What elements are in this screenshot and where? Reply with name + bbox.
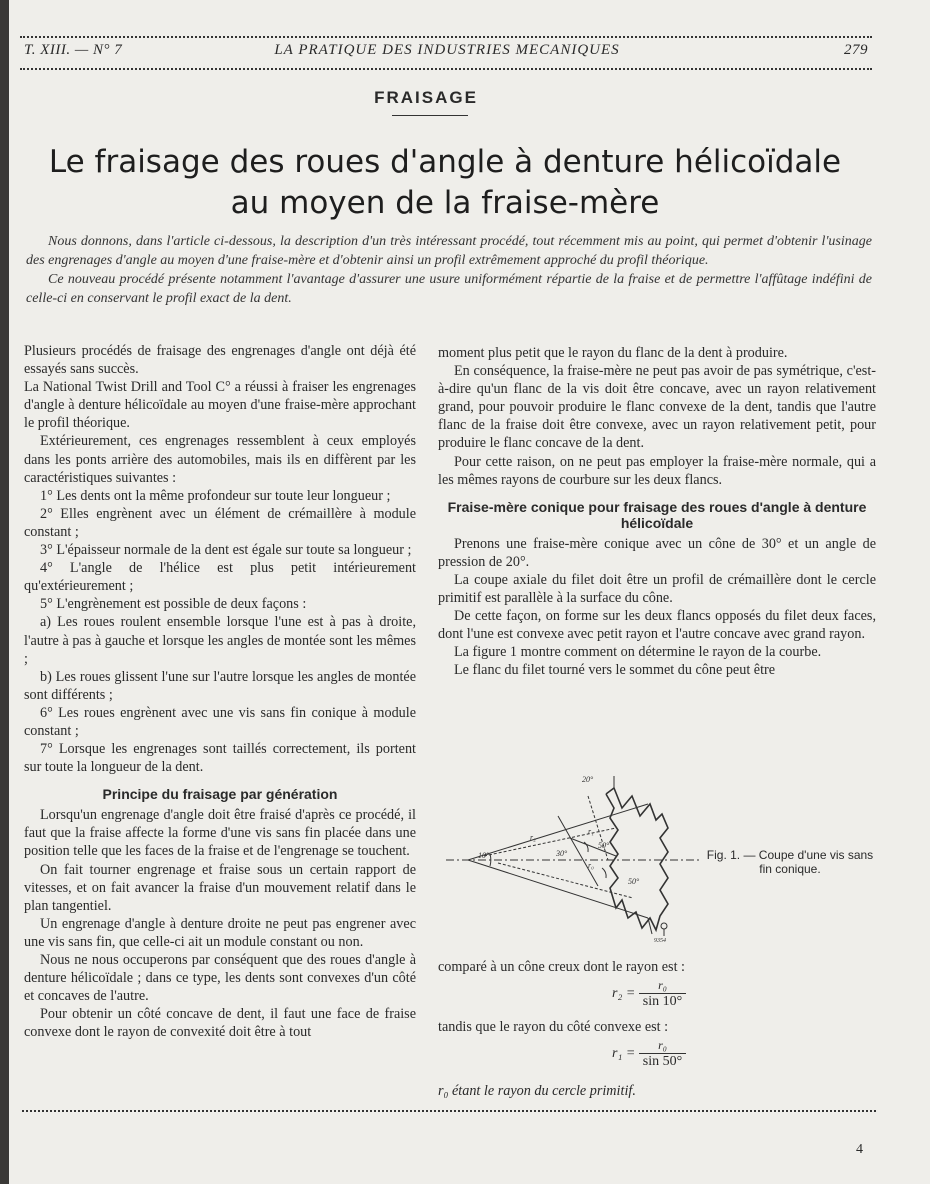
label-angle-10: 10°: [478, 851, 490, 860]
label-angle-20: 20°: [582, 775, 594, 784]
list-item: a) Les roues roulent ensemble lorsque l'une est à pas à droite, l'autre à pas à gauche et lorsque les angles de montée sont les mêmes ;: [24, 614, 416, 667]
section-title: FRAISAGE: [374, 88, 478, 107]
header-bottom-rule: [20, 68, 872, 70]
subheading-fraise-conique: Fraise-mère conique pour fraisage des roues d'angle à denture hélicoïdale: [447, 498, 867, 531]
formula-r2: [612, 978, 686, 1010]
right-paragraph: La figure 1 montre comment on détermine le rayon de la courbe.: [454, 644, 822, 661]
list-item: 6° Les roues engrènent avec une vis sans fin conique à module constant ;: [24, 704, 416, 739]
label-angle-50-bottom: 50°: [628, 877, 640, 886]
right-paragraph: Prenons une fraise-mère conique avec un cône de 30° et un angle de pression de 20°.: [438, 535, 876, 570]
formula-r1-num: r₀: [639, 1038, 686, 1054]
right-column: [438, 344, 876, 680]
footer-page-number: 4: [856, 1142, 863, 1157]
label-angle-50-top: 50°: [598, 841, 610, 850]
left-paragraph: La National Twist Drill and Tool C° a réussi à fraiser les engrenages d'angle à denture hélicoïdale au moyen d'une fraise-mère approchant le profil théorique.: [24, 379, 416, 432]
left-paragraph: On fait tourner engrenage et fraise sous un certain rapport de vitesses, et on fait avancer la fraise d'un mouvement relatif dans le plan tangentiel.: [24, 861, 416, 914]
list-item: 1° Les dents ont la même profondeur sur toute leur longueur ;: [40, 487, 391, 504]
article-title-line1: Le fraisage des roues d'angle à denture hélicoïdale: [48, 144, 842, 180]
list-item: 7° Lorsque les engrenages sont taillés correctement, ils portent sur toute la longueur de la dent.: [24, 741, 416, 776]
lead-p2: Ce nouveau procédé présente notamment l'avantage d'assurer une usure uniformément répartie de la fraise et de permettre l'affûtage indéfini de celle-ci en conservant le profil exact de la dent.: [26, 272, 872, 306]
formula-r2-fraction: [639, 978, 686, 1010]
header-top-rule: [20, 36, 872, 38]
label-r1: r₁: [588, 827, 594, 836]
page-number: 279: [844, 42, 868, 58]
left-paragraph: Un engrenage d'angle à denture droite ne peut pas engrener avec une vis sans fin, que celle-ci ait un module constant ou non.: [24, 915, 416, 950]
left-paragraph: Lorsqu'un engrenage d'angle doit être fraisé d'après ce procédé, il faut que la fraise affecte la forme d'une vis sans fin placée dans une position telle que les faces de la fraise et de l'engrenage se touchent.: [24, 807, 416, 860]
running-header: [24, 42, 870, 64]
figure-caption: Fig. 1. — Coupe d'une vis sans fin conique.: [706, 848, 874, 876]
page-binding-edge: [0, 0, 9, 1184]
left-paragraph: Pour obtenir un côté concave de dent, il faut une face de fraise convexe dont le rayon de convexité doit être à tout: [24, 1006, 416, 1041]
list-item: 2° Elles engrènent avec un élément de crémaillère à module constant ;: [24, 505, 416, 540]
left-paragraph: Nous ne nous occuperons par conséquent que des roues d'angle à denture hélicoïdale ; dans ce type, les dents sont convexes d'un côté et concaves de l'autre.: [24, 952, 416, 1005]
right-paragraph: Pour cette raison, on ne peut pas employer la fraise-mère normale, qui a les mêmes rayons de courbure sur les deux flancs.: [438, 453, 876, 488]
left-paragraph: Plusieurs procédés de fraisage des engrenages d'angle ont déjà été essayés sans succès.: [24, 343, 416, 378]
list-item: b) Les roues glissent l'une sur l'autre lorsque les angles de montée sont différents ;: [24, 668, 416, 703]
after-figure-text: comparé à un cône creux dont le rayon est :: [438, 959, 685, 975]
formula-r1-lhs: r₁ =: [612, 1046, 636, 1062]
list-item: 3° L'épaisseur normale de la dent est égale sur toute sa longueur ;: [40, 542, 412, 559]
final-text: r₀ étant le rayon du cercle primitif.: [438, 1083, 636, 1099]
formula-r2-num: r₀: [639, 978, 686, 994]
subheading-principe: Principe du fraisage par génération: [102, 786, 338, 803]
formula-r1-fraction: [639, 1038, 686, 1070]
issue-number: T. XIII. — N° 7: [24, 42, 123, 58]
right-paragraph: moment plus petit que le rayon du flanc de la dent à produire.: [438, 345, 788, 361]
middle-text: tandis que le rayon du côté convexe est :: [438, 1019, 669, 1035]
label-r2: r₂: [530, 833, 536, 842]
journal-title: LA PRATIQUE DES INDUSTRIES MECANIQUES: [274, 42, 620, 58]
formula-r1: [612, 1038, 686, 1070]
left-paragraph: Extérieurement, ces engrenages ressemblent à ceux employés dans les ponts arrière des automobiles, mais ils en diffèrent par les caractéristiques suivantes :: [24, 433, 416, 486]
right-paragraph: La coupe axiale du filet doit être un profil de crémaillère dont le cercle primitif est parallèle à la surface du cône.: [438, 571, 876, 607]
list-item: 5° L'engrènement est possible de deux façons :: [40, 596, 307, 613]
formula-r2-den: sin 10°: [642, 994, 683, 1009]
right-paragraph: Le flanc du filet tourné vers le sommet du cône peut être: [454, 662, 776, 679]
label-angle-30: 30°: [556, 849, 568, 858]
formula-r1-den: sin 50°: [642, 1054, 683, 1069]
left-column: [24, 342, 416, 1041]
label-r0: r₀: [588, 861, 594, 870]
list-item: 4° L'angle de l'hélice est plus petit intérieurement qu'extérieurement ;: [24, 560, 416, 595]
formula-r2-lhs: r₂ =: [612, 986, 636, 1002]
label-figure-code: 9354: [654, 938, 666, 944]
article-title-line2: au moyen de la fraise-mère: [230, 185, 660, 221]
lead-p1: Nous donnons, dans l'article ci-dessous, la description d'un très intéressant procédé, tout récemment mis au point, qui permet d'obtenir l'usinage des engrenages d'angle au moyen d'une fraise-mère et d'obtenir ainsi un profil extrêmement approché du profil théorique.: [26, 234, 872, 268]
footer-rule: [22, 1110, 876, 1112]
article-title: [20, 142, 870, 224]
section-underline: [392, 115, 468, 116]
lead-paragraph: [26, 232, 872, 308]
right-paragraph: De cette façon, on forme sur les deux flancs opposés du filet deux faces, dont l'une est convexe avec petit rayon et l'autre concave avec grand rayon.: [438, 608, 876, 643]
right-paragraph: En conséquence, la fraise-mère ne peut pas avoir de pas symétrique, c'est-à-dire qu'un flanc de la vis doit être concave, avec un rayon relativement grand, pour pouvoir produire le flanc convexe de la dent, tandis que l'autre flanc de la fraise doit être convexe, avec un rayon relativement petit, pour produire le flanc concave de la dent.: [438, 363, 876, 452]
